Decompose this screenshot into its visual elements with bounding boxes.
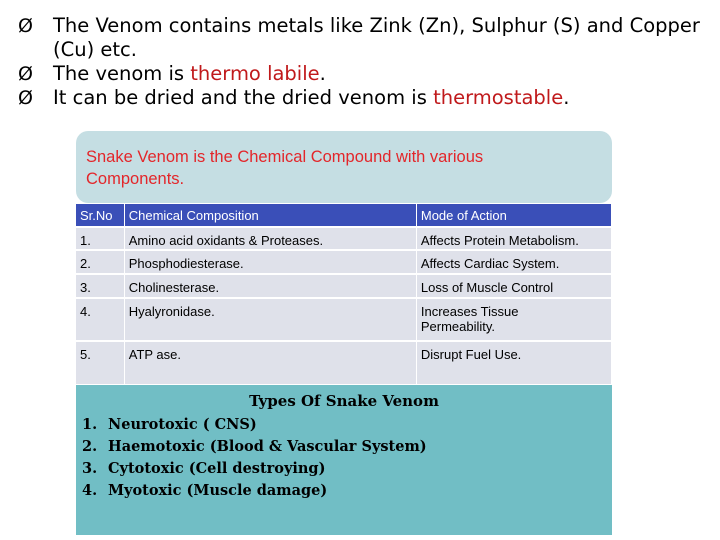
list-item bbox=[82, 436, 427, 458]
bullet-item-metals bbox=[18, 14, 714, 62]
list-number: 3. bbox=[82, 460, 98, 477]
table-row bbox=[76, 227, 612, 250]
list-item bbox=[82, 458, 427, 480]
list-text: Myotoxic (Muscle damage) bbox=[108, 482, 328, 499]
cell-composition: Amino acid oxidants & Proteases. bbox=[124, 227, 416, 250]
cell-action-line2: Permeability. bbox=[420, 319, 496, 334]
list-text: Neurotoxic ( CNS) bbox=[108, 416, 257, 433]
column-header-srno: Sr.No bbox=[76, 204, 124, 227]
figure-title-box bbox=[76, 131, 612, 203]
cell-action: Affects Protein Metabolism. bbox=[416, 227, 611, 250]
venom-composition-figure bbox=[76, 131, 612, 535]
bullet-list bbox=[18, 14, 714, 110]
figure-title-line2: Components. bbox=[86, 170, 185, 188]
venom-types-box bbox=[76, 385, 612, 535]
figure-title-line1: Snake Venom is the Chemical Compound with various bbox=[86, 148, 484, 166]
bullet-text: The Venom contains metals like Zink (Zn), Sulphur (S) and Copper bbox=[53, 14, 700, 37]
cell-action: Affects Cardiac System. bbox=[416, 250, 611, 274]
bullet-text: The venom is bbox=[53, 62, 191, 85]
bullet-suffix: . bbox=[319, 62, 326, 85]
cell-srno: 4. bbox=[76, 298, 124, 341]
list-number: 2. bbox=[82, 438, 98, 455]
cell-action bbox=[416, 298, 611, 341]
arrow-bullet-icon: Ø bbox=[18, 87, 33, 109]
bullet-item-thermostable bbox=[18, 86, 714, 110]
cell-action: Loss of Muscle Control bbox=[416, 274, 611, 298]
cell-srno: 5. bbox=[76, 341, 124, 384]
cell-srno: 3. bbox=[76, 274, 124, 298]
bullet-suffix: . bbox=[563, 86, 570, 109]
composition-table bbox=[76, 204, 612, 384]
cell-action-line1: Increases Tissue bbox=[420, 304, 519, 319]
arrow-bullet-icon: Ø bbox=[18, 15, 33, 37]
cell-composition: Hyalyronidase. bbox=[124, 298, 416, 341]
cell-composition: Phosphodiesterase. bbox=[124, 250, 416, 274]
table-row bbox=[76, 341, 612, 384]
bullet-text-continued: (Cu) etc. bbox=[53, 38, 137, 61]
cell-composition: Cholinesterase. bbox=[124, 274, 416, 298]
cell-composition: ATP ase. bbox=[124, 341, 416, 384]
highlighted-term: thermo labile bbox=[190, 62, 320, 85]
list-number: 4. bbox=[82, 482, 98, 499]
list-text: Haemotoxic (Blood & Vascular System) bbox=[108, 438, 427, 455]
bullet-text: It can be dried and the dried venom is bbox=[53, 86, 434, 109]
column-header-composition: Chemical Composition bbox=[124, 204, 416, 227]
column-header-action: Mode of Action bbox=[416, 204, 611, 227]
table-header-row bbox=[76, 204, 612, 227]
list-item bbox=[82, 414, 427, 436]
table-row bbox=[76, 250, 612, 274]
table-row bbox=[76, 274, 612, 298]
cell-srno: 2. bbox=[76, 250, 124, 274]
list-text: Cytotoxic (Cell destroying) bbox=[108, 460, 326, 477]
venom-types-list bbox=[82, 414, 427, 502]
cell-action: Disrupt Fuel Use. bbox=[416, 341, 611, 384]
list-item bbox=[82, 480, 427, 502]
table-row bbox=[76, 298, 612, 341]
highlighted-term: thermostable bbox=[433, 86, 564, 109]
venom-types-title: Types Of Snake Venom bbox=[249, 392, 439, 410]
cell-srno: 1. bbox=[76, 227, 124, 250]
list-number: 1. bbox=[82, 416, 98, 433]
arrow-bullet-icon: Ø bbox=[18, 63, 33, 85]
bullet-item-thermo-labile bbox=[18, 62, 714, 86]
